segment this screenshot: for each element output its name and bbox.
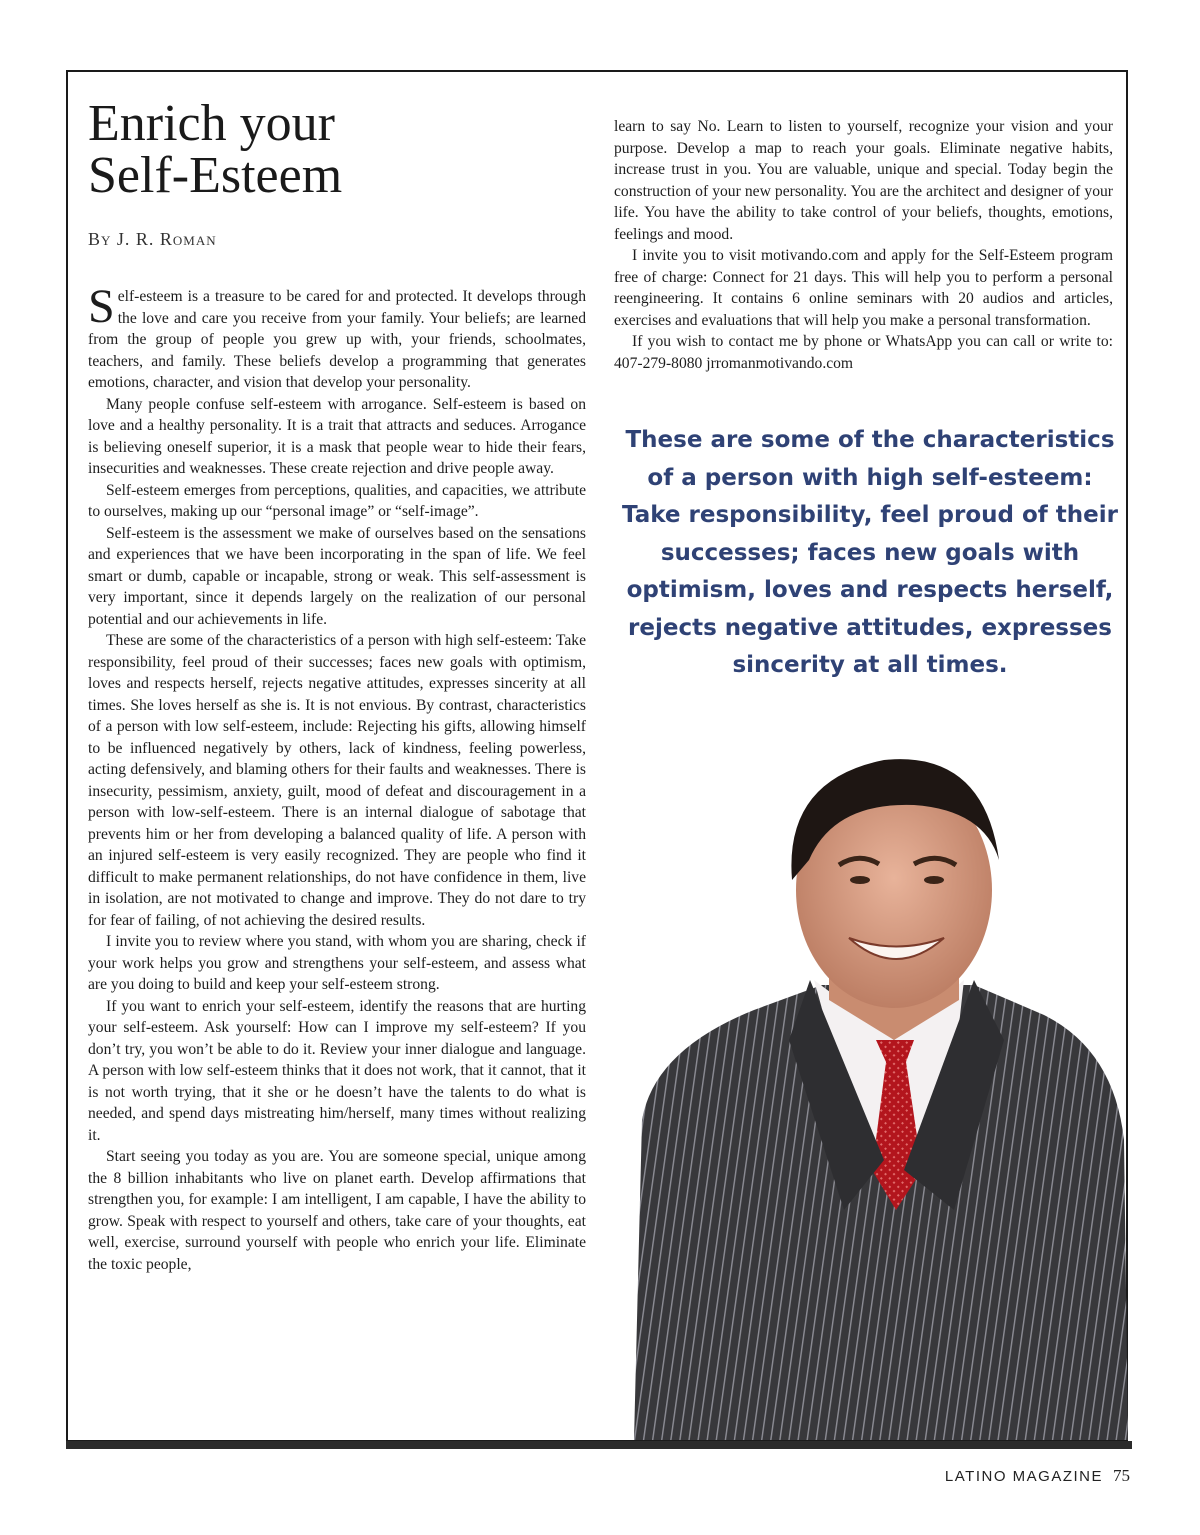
paragraph-9: learn to say No. Learn to listen to yourself, recognize your vision and your purpose. Develop a map to reach your goals. Eliminate negative habits, increase trust in you. You are valuable, unique and special. Today begin the construction of your new personality. You are the architect and designer of your life. You have the ability to take control of your beliefs, thoughts, emotions, feelings and mood. [614,118,1113,243]
paragraph-4: Self-esteem is the assessment we make of ourselves based on the sensations and experiences that we have been incorporating in the span of life. We feel smart or dumb, capable or incapable, strong or weak. This self-assessment is very important, since it depends largely on the realization of our personal potential and our achievements in life. [88,524,586,628]
paragraph-3: Self-esteem emerges from perceptions, qualities, and capacities, we attribute to ourselves, making up our “personal image” or “self-image”. [88,481,586,520]
bottom-rule [66,1441,1132,1449]
magazine-name: LATINO MAGAZINE [944,1468,1103,1485]
author-photo [614,740,1128,1440]
paragraph-5: These are some of the characteristics of a person with high self-esteem: Take responsibility, feel proud of their successes; faces new goals with optimism, loves and respects herself, rejects negative attitudes, expresses sincerity at all times. She loves herself as she is. It is not envious. By contrast, characteristics of a person with low self-esteem, include: Rejecting his gifts, allowing himself to be influenced negatively by others, lack of kindness, feeling powerless, acting defensively, and blaming others for their faults and weaknesses. There is insecurity, pessimism, anxiety, guilt, mood of defeat and discouragement in a person with low-self-esteem. There is an internal dialogue of sabotage that prevents him or her from developing a balanced quality of life. A person with an injured self-esteem is very easily recognized. They are people who find it difficult to make permanent relationships, do not have confidence in them, live in isolation, are not motivated to change and improve. They do not dare to try for fear of failing, of not achieving the desired results. [88,632,586,929]
title-line-2: Self-Esteem [88,147,343,204]
paragraph-1 [88,280,586,394]
pull-quote: These are some of the characteristics of a person with high self-esteem: Take responsibility, feel proud of their successes; faces new goals with optimism, loves and respects herself, rejects negative attitudes, expresses sincerity at all times. [622,427,1118,678]
article-title [88,95,508,204]
left-column [88,280,586,1275]
drop-cap: S [88,280,115,333]
paragraph-11: If you wish to contact me by phone or WhatsApp you can call or write to: 407-279-8080 jrromanmotivando.com [614,333,1113,372]
right-column [614,116,1113,374]
paragraph-2: Many people confuse self-esteem with arrogance. Self-esteem is based on love and a healthy personality. It is a trait that attracts and seduces. Arrogance is believing oneself superior, it is a mask that people wear to hide their fears, insecurities and weaknesses. These create rejection and drive people away. [88,395,586,477]
paragraph-7: If you want to enrich your self-esteem, identify the reasons that are hurting your self-esteem. Ask yourself: How can I improve my self-esteem? If you don’t try, you won’t be able to do it. Review your inner dialogue and language. A person with low self-esteem thinks that it does not work, that it cannot, that it is not worth trying, that it she or he doesn’t have the talents to do what is needed, and spend days mistreating him/herself, many times without realizing it. [88,997,586,1144]
paragraph-1-text: elf-esteem is a treasure to be cared for and protected. It develops through the love and care you receive from your family. Your beliefs; are learned from the group of people you grew up with, your friends, schoolmates, teachers, and family. These beliefs develop a programming that generates emotions, character, and vision that develop your personality. [88,288,586,391]
byline: By J. R. Roman [88,229,217,249]
title-line-1: Enrich your [88,95,335,152]
page-number: 75 [1113,1466,1130,1485]
paragraph-8: Start seeing you today as you are. You are someone special, unique among the 8 billion inhabitants who live on planet earth. Develop affirmations that strengthen you, for example: I am intelligent, I am capable, I have the ability to grow. Speak with respect to yourself and others, take care of your thoughts, eat well, exercise, surround yourself with people who enrich your life. Eliminate the toxic people, [88,1148,586,1273]
page-footer [945,1466,1130,1486]
paragraph-10: I invite you to visit motivando.com and apply for the Self-Esteem program free of charge: Connect for 21 days. This will help you to perform a personal reengineering. It contains 6 online seminars with 20 audios and articles, exercises and evaluations that will help you make a personal transformation. [614,247,1113,329]
paragraph-6: I invite you to review where you stand, with whom you are sharing, check if your work helps you grow and strengthens your self-esteem, and assess what are you doing to build and keep your self-esteem strong. [88,933,586,993]
